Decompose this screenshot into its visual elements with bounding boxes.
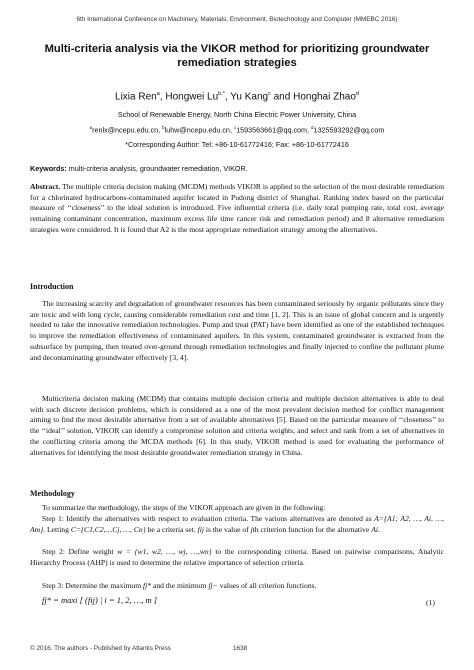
copyright: © 2016. The authors - Published by Atlantis Press	[30, 645, 172, 652]
step-2-text: Step 2: Define weight	[42, 547, 118, 556]
email[interactable]: 1593563661@qq.com	[236, 125, 308, 135]
author-name: Honghai Zhao	[293, 91, 356, 103]
step-1-text: .	[377, 524, 380, 534]
equation-1: fj* = maxi [ (fij) | i = 1, 2, …, m ]	[42, 595, 158, 605]
conference-header: 6th International Conference on Machinery, Materials, Environment, Biotechnology and Computer (MMEBC 2016)	[76, 16, 398, 23]
email[interactable]: luhw@ncepu.edu.cn	[164, 125, 230, 135]
section-heading-methodology: Methodology	[30, 489, 75, 498]
paper-title	[30, 42, 444, 70]
keywords	[30, 164, 450, 173]
corresponding-author: *Corresponding Author: Tel: +86-10-61772416; Fax: +86-10-61772416	[125, 140, 349, 149]
alternative-set: A={A1; A2, …, Ai, …, Am}	[30, 514, 445, 534]
title-line-1: Multi-criteria analysis via the VIKOR method for prioritizing groundwater	[44, 43, 430, 55]
author-name: Hongwei Lu	[165, 91, 219, 103]
email-list: $^a$renlx@ncepu.edu.cn, $^b$luhw@ncepu.edu.cn, $^c$1593563661@qq.com, $^d$1325593292@qq.com	[89, 125, 385, 135]
step-2-text: to the corresponding criteria. Based on pairwise comparisons, Analytic Hierarchy Process (AHP) is used to determine the relative importance of selection criteria.	[30, 547, 444, 567]
email[interactable]: 1325593292@qq.com	[313, 125, 385, 135]
step-3-text: and the minimum	[151, 581, 209, 590]
keywords-text: multi-criteria analysis, groundwater remediation, VIKOR.	[68, 164, 248, 173]
author-sup: c	[268, 91, 271, 97]
symbol-j: j	[250, 524, 253, 534]
weight-set: w = {w1, w2, …, wj, …,wn}	[117, 547, 212, 556]
equation-number: (1)	[426, 598, 435, 607]
abstract-text: The multiple criteria decision making (MCDM) methods VIKOR is applied to the selection of the most desirable remediation for a chlorinated hydrocarbons-contaminated aquifer located in Pudong district of Shanghai. Ranking index based on the particular measure of ‘‘closeness’’ to the ideal solution is introduced. Five influential criteria (i.e. daily total pumping rate, total cost, average remaining contaminant concentration, maximum excess life time cancer risk and remediation period) and 8 alternative remediation strategies were considered. It is found that A2 is the most appropriate remediation strategy among the alternatives.	[30, 182, 444, 234]
step-1-text: th criterion function for the alternative	[252, 524, 372, 534]
author-name: Lixia Ren	[115, 91, 157, 103]
affiliation: School of Renewable Energy, North China Electric Power University, China	[117, 110, 357, 119]
author-list: Lixia Ren$^a$, Hongwei $Lu^{b,*}$, Yu Kang$^c$ and Honghai Zhao$^d$	[115, 91, 359, 103]
author-sup: d	[355, 91, 359, 97]
intro-paragraph-1: The increasing scarcity and degradation of groundwater resources has been contaminated seriously by organic pollutants since they are toxic and with long cycle, causing considerable remediation cost and time [1, 2]. This is an issue of global concern and is urgently needed to take the innovative remediation technologies. Pump and treat (PAT) have been identified as one of the established techniques to improve the remediation effectiveness of contaminated aquifers. In this system, contaminated groundwater is extracted from the subsurface by pumping, then treated over-ground through remediation technologies and finally injected to confine the pollutant plume and decontaminating groundwater effectively [3, 4].	[30, 299, 444, 362]
abstract-label: Abstract.	[30, 182, 61, 191]
email-sup: d	[311, 125, 314, 130]
step-2	[30, 547, 444, 568]
title-line-2: remediation strategies	[177, 57, 297, 69]
symbol-ai: Ai	[371, 524, 378, 534]
method-intro: To summarize the methodology, the steps of the VIKOR approach are given in the following:	[42, 503, 326, 512]
email[interactable]: renlx@ncepu.edu.cn	[92, 125, 159, 135]
intro-paragraph-2: Multicriteria decision making (MCDM) that contains multiple decision criteria and multiple decision alternatives is able to deal with such discrete decision problems, which is considered as a one of the most prevalent decision method for conflict management aiming to find the most desirable alternative from a set of available alternatives [5]. Based on the particular measure of ‘‘closeness’’ to the ‘‘ideal’’ solution, VIKOR can identify a compromise solution and criteria weights, and select and rank from a set of alternatives in the conflicting criteria among the MCDA methods [6]. In this study, VIKOR method is used for evaluating the performance of alternatives for identifying the most desirable groundwater remediation strategy in China.	[30, 394, 444, 457]
abstract	[30, 182, 444, 236]
step-3	[30, 581, 444, 592]
step-3-text: Step 3: Determine the maximum	[42, 581, 144, 590]
author-sup: b,*	[218, 91, 225, 97]
keywords-label: Keywords:	[30, 164, 67, 173]
symbol-fij: fij	[197, 524, 204, 534]
criteria-set: C={C1,C2,…Cj, …, Cn}	[70, 524, 146, 534]
step-3-text: values of all criterion functions.	[217, 581, 317, 590]
step-1-text: Step 1: Identify the alternatives with respect to evaluation criteria. The various alternatives are denoted as	[42, 514, 375, 523]
email-sup: c	[233, 125, 237, 130]
symbol-f-min: fj−	[208, 581, 218, 590]
section-heading-introduction: Introduction	[30, 282, 74, 291]
step-1-text: . Letting	[43, 524, 71, 534]
page-number: 1638	[233, 645, 248, 652]
email-sup: b	[162, 125, 165, 130]
step-1	[30, 514, 444, 535]
author-sup: a	[156, 91, 160, 97]
step-1-text: is the value of	[203, 524, 251, 534]
email-sup: a	[89, 125, 93, 130]
page-footer	[30, 645, 444, 652]
symbol-f-max: fj*	[143, 581, 152, 590]
step-1-text: be a criteria set.	[145, 524, 198, 534]
author-name: Yu Kang	[230, 91, 269, 103]
